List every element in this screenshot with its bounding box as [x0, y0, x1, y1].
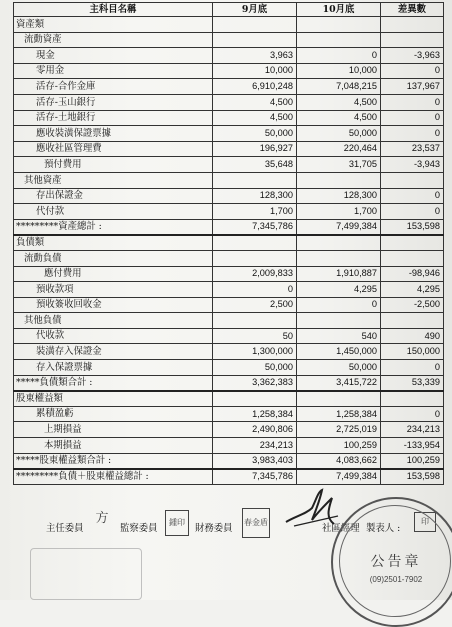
october-value: 220,464	[297, 141, 381, 157]
september-value: 50,000	[213, 126, 297, 142]
account-name: 活存-合作金庫	[36, 80, 96, 92]
table-row	[14, 219, 444, 235]
account-name-cell	[14, 204, 213, 220]
october-value	[297, 391, 381, 407]
account-name-cell	[14, 391, 213, 407]
account-name-cell	[14, 344, 213, 360]
september-value: 234,213	[213, 438, 297, 454]
account-name-cell	[14, 17, 213, 33]
october-value: 0	[297, 48, 381, 64]
table-row	[14, 297, 444, 313]
september-value	[213, 250, 297, 266]
account-name: 流動負債	[24, 252, 62, 264]
difference-value: 100,259	[381, 453, 444, 469]
difference-value: 0	[381, 406, 444, 422]
october-value: 10,000	[297, 63, 381, 79]
difference-value: 0	[381, 188, 444, 204]
account-name-cell	[14, 188, 213, 204]
account-name: 股東權益類合計 :	[39, 454, 112, 466]
account-name: 應收裝潢保證票據	[36, 127, 112, 139]
total-marker: *****	[16, 377, 40, 388]
account-name-cell	[14, 406, 213, 422]
account-name: 存出保證金	[36, 190, 83, 202]
difference-value: 23,537	[381, 141, 444, 157]
account-name: 資產總計 :	[58, 221, 102, 233]
audit-label: 監察委員	[120, 523, 158, 534]
september-value: 35,648	[213, 157, 297, 173]
table-row	[14, 32, 444, 48]
account-name-cell	[14, 438, 213, 454]
difference-value: 137,967	[381, 79, 444, 95]
september-value	[213, 32, 297, 48]
account-name-cell	[14, 297, 213, 313]
september-value: 3,983,403	[213, 453, 297, 469]
october-value: 4,295	[297, 282, 381, 298]
september-value: 1,300,000	[213, 344, 297, 360]
account-name: 代收款	[36, 330, 65, 342]
september-value: 50,000	[213, 360, 297, 376]
difference-value: 150,000	[381, 344, 444, 360]
account-name-cell	[14, 469, 213, 485]
difference-value	[381, 172, 444, 188]
september-value: 50	[213, 328, 297, 344]
table-row	[14, 110, 444, 126]
table-row	[14, 63, 444, 79]
account-name-cell	[14, 126, 213, 142]
difference-value	[381, 32, 444, 48]
account-name: 存入保證票據	[36, 361, 93, 373]
september-value	[213, 17, 297, 33]
account-name: 其他負債	[24, 314, 62, 326]
preparer-label: 製表人 :	[366, 523, 401, 534]
total-marker: *********	[16, 471, 59, 483]
difference-value: -3,963	[381, 48, 444, 64]
account-name-cell	[14, 94, 213, 110]
account-name-cell	[14, 422, 213, 438]
september-value: 2,009,833	[213, 266, 297, 282]
difference-value	[381, 17, 444, 33]
difference-value: 0	[381, 94, 444, 110]
difference-value: 0	[381, 126, 444, 142]
account-name-cell	[14, 172, 213, 188]
account-name-cell	[14, 328, 213, 344]
difference-value	[381, 250, 444, 266]
october-value: 50,000	[297, 360, 381, 376]
september-value	[213, 172, 297, 188]
september-value: 4,500	[213, 110, 297, 126]
table-row	[14, 328, 444, 344]
total-marker: *****	[16, 454, 40, 466]
table-row	[14, 266, 444, 282]
audit-stamp: 鍾印	[165, 510, 189, 536]
community-seal	[331, 497, 452, 627]
october-value	[297, 32, 381, 48]
table-row	[14, 250, 444, 266]
total-marker: *********	[16, 221, 59, 233]
account-name-cell	[14, 375, 213, 391]
october-value: 7,499,384	[297, 219, 381, 235]
september-value: 10,000	[213, 63, 297, 79]
october-value: 100,259	[297, 438, 381, 454]
seal-text: 公告章	[370, 554, 422, 570]
account-name: 現金	[36, 49, 55, 61]
september-value: 3,963	[213, 48, 297, 64]
difference-value	[381, 313, 444, 329]
difference-value: 4,295	[381, 282, 444, 298]
account-name: 預收簽收回收金	[36, 299, 102, 311]
difference-value: -133,954	[381, 438, 444, 454]
table-row	[14, 469, 444, 485]
october-value	[297, 313, 381, 329]
september-value	[213, 313, 297, 329]
table-row	[14, 172, 444, 188]
account-name-cell	[14, 360, 213, 376]
september-value: 7,345,786	[213, 219, 297, 235]
finance-label: 財務委員	[195, 523, 233, 534]
october-value: 4,083,662	[297, 453, 381, 469]
october-value: 31,705	[297, 157, 381, 173]
difference-value: 0	[381, 360, 444, 376]
account-name: 負債類合計 :	[39, 377, 93, 388]
account-name: 本期損益	[44, 439, 82, 451]
october-value	[297, 250, 381, 266]
october-value	[297, 235, 381, 251]
table-row	[14, 235, 444, 251]
difference-value: 153,598	[381, 469, 444, 485]
account-name-cell	[14, 219, 213, 235]
difference-value: 153,598	[381, 219, 444, 235]
september-value: 1,258,384	[213, 406, 297, 422]
difference-value	[381, 235, 444, 251]
account-name-cell	[14, 157, 213, 173]
seal-phone: (09)2501-7902	[369, 575, 423, 584]
september-value	[213, 235, 297, 251]
account-name: 累積盈虧	[36, 408, 74, 420]
account-name: 代付款	[36, 205, 65, 217]
table-row	[14, 391, 444, 407]
september-value: 6,910,248	[213, 79, 297, 95]
october-value	[297, 17, 381, 33]
september-value: 196,927	[213, 141, 297, 157]
account-name-cell	[14, 453, 213, 469]
september-value: 4,500	[213, 94, 297, 110]
difference-value: -2,500	[381, 297, 444, 313]
difference-value: 0	[381, 63, 444, 79]
account-name: 資產類	[16, 18, 45, 30]
account-name-cell	[14, 266, 213, 282]
manager-label: 社區經理	[322, 523, 360, 534]
table-row	[14, 157, 444, 173]
september-value: 1,700	[213, 204, 297, 220]
difference-value: 490	[381, 328, 444, 344]
table-row	[14, 360, 444, 376]
september-value: 128,300	[213, 188, 297, 204]
table-row	[14, 453, 444, 469]
account-name-cell	[14, 313, 213, 329]
account-name: 其他資產	[24, 174, 62, 186]
balance-sheet	[13, 2, 443, 485]
account-name-cell	[14, 110, 213, 126]
difference-value: 0	[381, 110, 444, 126]
table-row	[14, 422, 444, 438]
table-row	[14, 79, 444, 95]
account-name: 上期損益	[44, 424, 82, 436]
october-value: 1,910,887	[297, 266, 381, 282]
table-row	[14, 94, 444, 110]
october-value	[297, 172, 381, 188]
october-value: 50,000	[297, 126, 381, 142]
table-row	[14, 344, 444, 360]
account-name-cell	[14, 235, 213, 251]
account-name-cell	[14, 63, 213, 79]
table-row	[14, 375, 444, 391]
account-name-cell	[14, 79, 213, 95]
account-name: 應付費用	[44, 268, 82, 280]
table-row	[14, 17, 444, 33]
october-value: 7,048,215	[297, 79, 381, 95]
table-row	[14, 48, 444, 64]
table-row	[14, 313, 444, 329]
october-value: 4,500	[297, 94, 381, 110]
september-value: 7,345,786	[213, 469, 297, 485]
account-name: 預收款項	[36, 283, 74, 295]
account-name: 應收社區管理費	[36, 143, 102, 155]
header-difference: 差異數	[381, 3, 444, 17]
table-row	[14, 406, 444, 422]
difference-value: 0	[381, 204, 444, 220]
september-value: 0	[213, 282, 297, 298]
account-name: 流動資產	[24, 34, 62, 46]
account-name-cell	[14, 48, 213, 64]
chair-label: 主任委員	[46, 523, 84, 534]
account-name: 預付費用	[44, 158, 82, 170]
faint-stamp-impression	[30, 548, 142, 600]
difference-value	[381, 391, 444, 407]
difference-value: 53,339	[381, 375, 444, 391]
account-name: 裝潢存入保證金	[36, 346, 102, 358]
header-september: 9月底	[213, 3, 297, 17]
account-name: 負債＋股東權益總計 :	[58, 471, 149, 483]
october-value: 2,725,019	[297, 422, 381, 438]
account-name: 活存-土地銀行	[36, 112, 96, 124]
october-value: 7,499,384	[297, 469, 381, 485]
preparer-stamp: 印	[414, 512, 436, 532]
table-header-row	[14, 3, 444, 17]
october-value: 4,500	[297, 110, 381, 126]
account-name: 負債類	[16, 237, 45, 249]
october-value: 1,450,000	[297, 344, 381, 360]
table-row	[14, 188, 444, 204]
table-row	[14, 438, 444, 454]
finance-stamp: 春金盾	[242, 508, 270, 538]
difference-value: -3,943	[381, 157, 444, 173]
october-value: 1,258,384	[297, 406, 381, 422]
table-row	[14, 282, 444, 298]
account-name: 零用金	[36, 65, 65, 77]
account-name-cell	[14, 141, 213, 157]
table-row	[14, 141, 444, 157]
table-row	[14, 204, 444, 220]
account-name: 活存-玉山銀行	[36, 96, 96, 108]
account-name-cell	[14, 250, 213, 266]
october-value: 540	[297, 328, 381, 344]
difference-value: 234,213	[381, 422, 444, 438]
september-value: 2,490,806	[213, 422, 297, 438]
account-name-cell	[14, 32, 213, 48]
september-value: 3,362,383	[213, 375, 297, 391]
october-value: 128,300	[297, 188, 381, 204]
header-october: 10月底	[297, 3, 381, 17]
table-row	[14, 126, 444, 142]
october-value: 0	[297, 297, 381, 313]
difference-value: -98,946	[381, 266, 444, 282]
chair-stamp: 方	[95, 511, 109, 527]
september-value: 2,500	[213, 297, 297, 313]
header-account: 主科目名稱	[14, 3, 213, 17]
account-name: 股東權益類	[16, 393, 63, 405]
october-value: 1,700	[297, 204, 381, 220]
september-value	[213, 391, 297, 407]
october-value: 3,415,722	[297, 375, 381, 391]
balance-table	[13, 2, 444, 485]
account-name-cell	[14, 282, 213, 298]
